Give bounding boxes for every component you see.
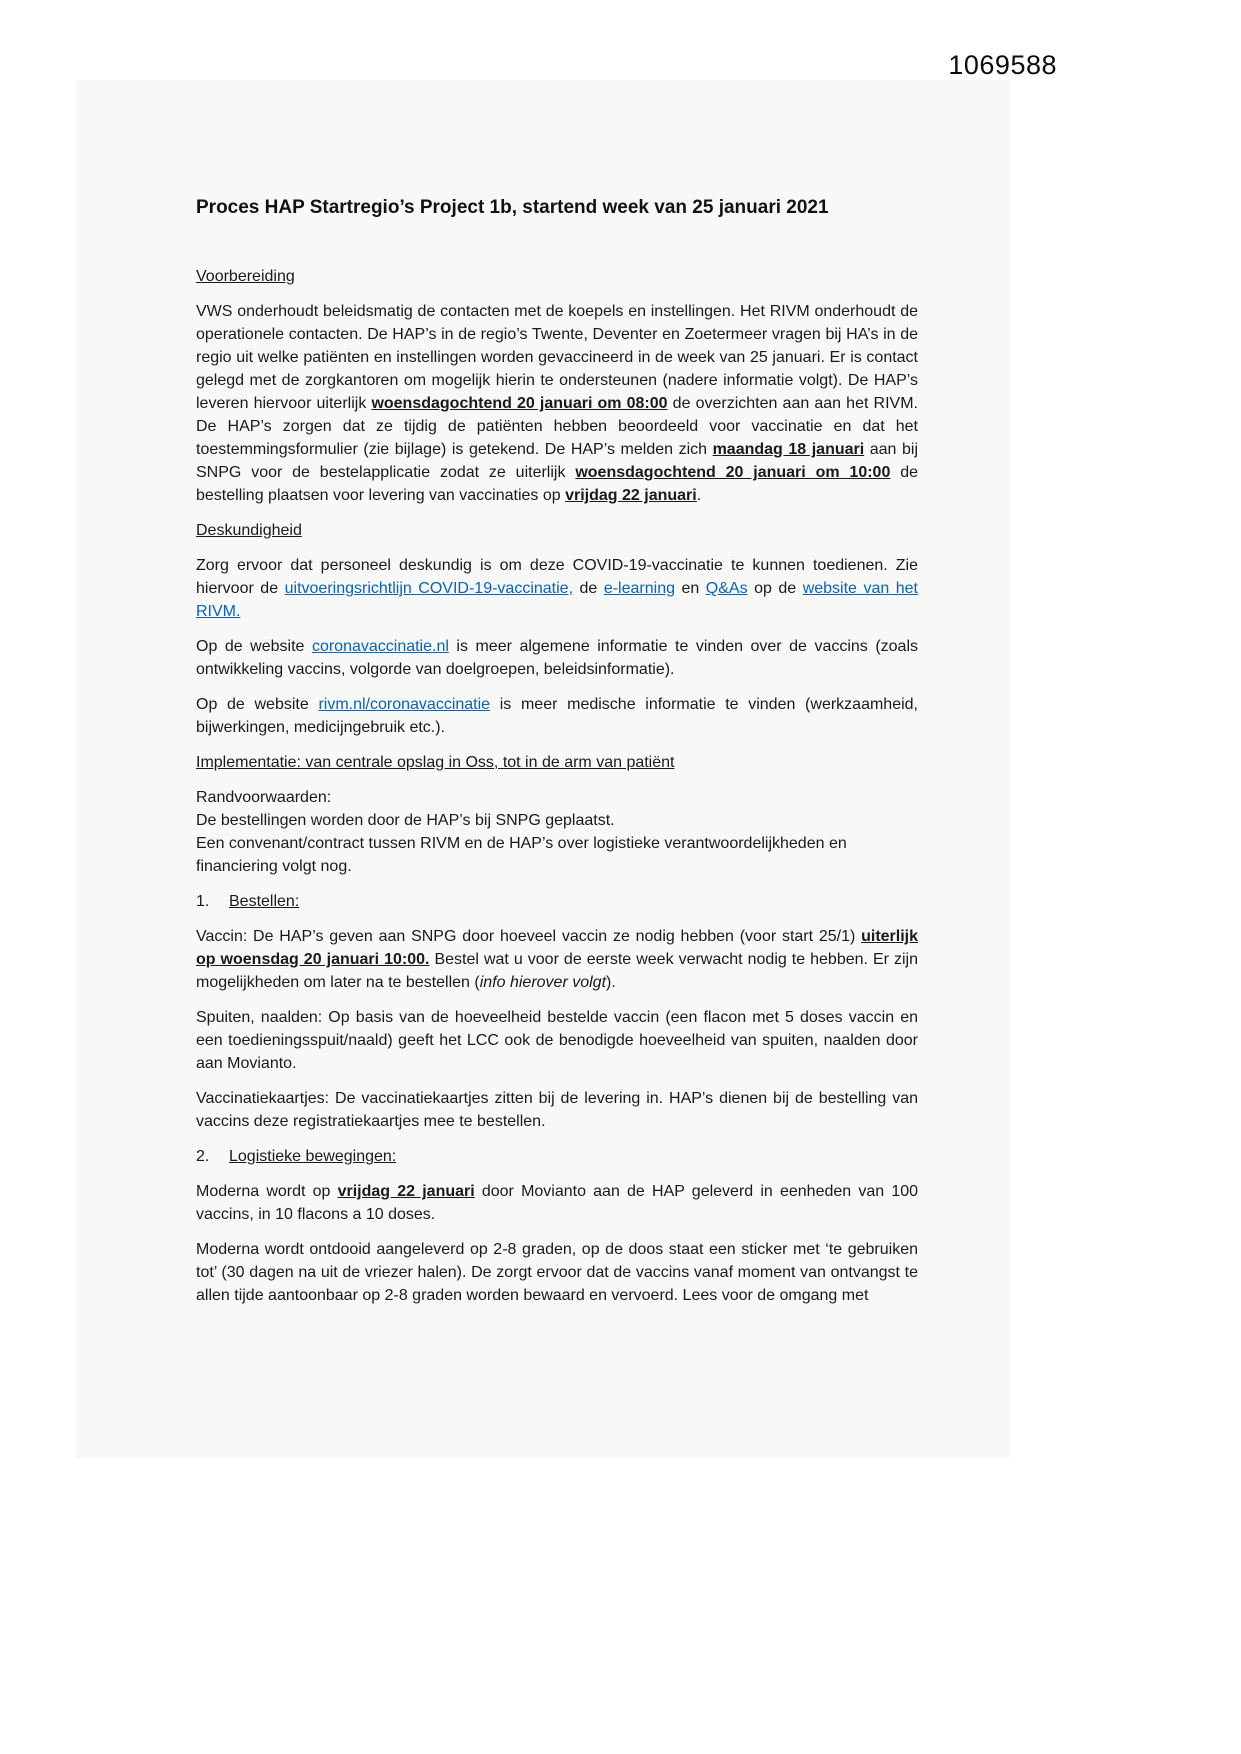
text-run: woensdagochtend 20 januari om 08:00 [371,395,668,412]
text-run: Implementatie: van centrale opslag in Oss, tot in de arm van patiënt [196,754,675,771]
hyperlink[interactable]: coronavaccinatie.nl [311,638,449,655]
text-run: Logistieke bewegingen: [229,1148,397,1165]
text-run: is meer algemene informatie te vinden over de vaccins (zoals ontwikkeling vaccins, volgorde van doelgroepen, beleidsinformatie). [196,638,918,678]
heading-voorbereiding [196,265,918,288]
document-body [196,265,918,1307]
text-run: de [573,580,604,597]
text-run: de bestelling plaatsen voor levering van vaccinaties op [196,464,919,504]
para-coronavaccinatie [196,635,918,681]
text-run: Een convenant/contract tussen RIVM en de HAP’s over logistieke verantwoordelijkheden en financiering volgt nog. [196,835,847,875]
para-moderna-levering [196,1180,918,1226]
list-heading-bestellen [196,890,918,913]
hyperlink[interactable]: e-learning [603,580,675,597]
text-run: Randvoorwaarden: [196,789,332,806]
text-run: Bestellen: [229,893,300,910]
document-title: Proces HAP Startregio’s Project 1b, startend week van 25 januari 2021 [196,197,829,218]
text-run: Vaccinatiekaartjes: De vaccinatiekaartjes zitten bij de levering in. HAP’s dienen bij de bestelling van vaccins deze registratiekaartjes mee te bestellen. [196,1090,918,1130]
text-run: woensdagochtend 20 januari om 10:00 [575,464,891,481]
text-run: vrijdag 22 januari [337,1183,475,1200]
text-run: ). [606,974,616,991]
heading-implementatie [196,751,918,774]
text-run: Moderna wordt ontdooid aangeleverd op 2-8 graden, op de doos staat een sticker met ‘te gebruiken tot’ (30 dagen na uit de vriezer halen). De zorgt ervoor dat de vaccins vanaf moment van ontvangst te allen tijde aantoonbaar op 2-8 graden worden bewaard en vervoerd. Lees voor de omgang met [196,1241,918,1304]
text-run: Op de website [196,638,312,655]
text-run: uiterlijk op woensdag 20 januari 10:00. [196,928,918,968]
list-number: 2. [196,1148,210,1165]
text-run: op de [747,580,803,597]
list-number: 1. [196,893,210,910]
document-content [196,196,918,1319]
text-run: Zorg ervoor dat personeel deskundig is om deze COVID-19-vaccinatie te kunnen toedienen. Zie hiervoor de [196,557,918,597]
text-run: Spuiten, naalden: Op basis van de hoeveelheid bestelde vaccin (een flacon met 5 doses vaccin en een toedieningsspuit/naald) geeft het LCC ook de benodigde hoeveelheid van spuiten, naalden door aan Movianto. [196,1009,918,1072]
para-randvoorwaarden [196,786,918,878]
text-run: Op de website [196,696,319,713]
text-run: door Movianto aan de HAP geleverd in eenheden van 100 vaccins, in 10 flacons a 10 doses. [196,1183,919,1223]
text-run: Bestel wat u voor de eerste week verwacht nodig te hebben. Er zijn mogelijkheden om later na te bestellen ( [196,951,919,991]
text-run: VWS onderhoudt beleidsmatig de contacten met de koepels en instellingen. Het RIVM onderhoudt de operationele contacten. De HAP’s in de regio’s Twente, Deventer en Zoetermeer vragen bij HA’s in de regio uit welke patiënten en instellingen worden gevaccineerd in de week van 25 januari. Er is contact gelegd met de zorgkantoren om mogelijk hierin te ondersteunen (nadere informatie volgt). De HAP’s leveren hiervoor uiterlijk [196,303,918,412]
text-run: en [674,580,706,597]
text-run: vrijdag 22 januari [565,487,697,504]
text-run: De bestellingen worden door de HAP’s bij SNPG geplaatst. [196,812,615,829]
text-run: . [696,487,702,504]
text-run: is meer medische informatie te vinden (werkzaamheid, bijwerkingen, medicijngebruik etc.). [196,696,918,736]
text-run: Vaccin: De HAP’s geven aan SNPG door hoeveel vaccin ze nodig hebben (voor start 25/1) [196,928,862,945]
hyperlink[interactable]: Q&As [705,580,748,597]
text-run: Moderna wordt op [196,1183,338,1200]
page-number: 1069588 [948,50,1057,80]
text-run: Voorbereiding [196,268,295,285]
hyperlink[interactable]: rivm.nl/coronavaccinatie [318,696,491,713]
para-deskundigheid [196,554,918,623]
para-vaccin [196,925,918,994]
para-spuiten-naalden [196,1006,918,1075]
text-run: de overzichten aan aan het RIVM. De HAP’s zorgen dat ze tijdig de patiënten hebben beoordeeld voor vaccinatie en dat het toestemmingsformulier (zie bijlage) is getekend. De HAP’s melden zich [196,395,918,458]
list-heading-logistieke-bewegingen [196,1145,918,1168]
para-moderna-bewaring [196,1238,918,1307]
para-rivm-website [196,693,918,739]
para-voorbereiding [196,300,918,507]
hyperlink[interactable]: website van het RIVM. [196,580,919,620]
text-run: info hierover volgt [479,974,607,991]
text-run: maandag 18 januari [712,441,865,458]
heading-deskundigheid [196,519,918,542]
text-run: aan bij SNPG voor de bestelapplicatie zodat ze uiterlijk [196,441,918,481]
hyperlink[interactable]: uitvoeringsrichtlijn COVID-19-vaccinatie, [284,580,574,597]
text-run: Deskundigheid [196,522,302,539]
para-vaccinatiekaartjes [196,1087,918,1133]
